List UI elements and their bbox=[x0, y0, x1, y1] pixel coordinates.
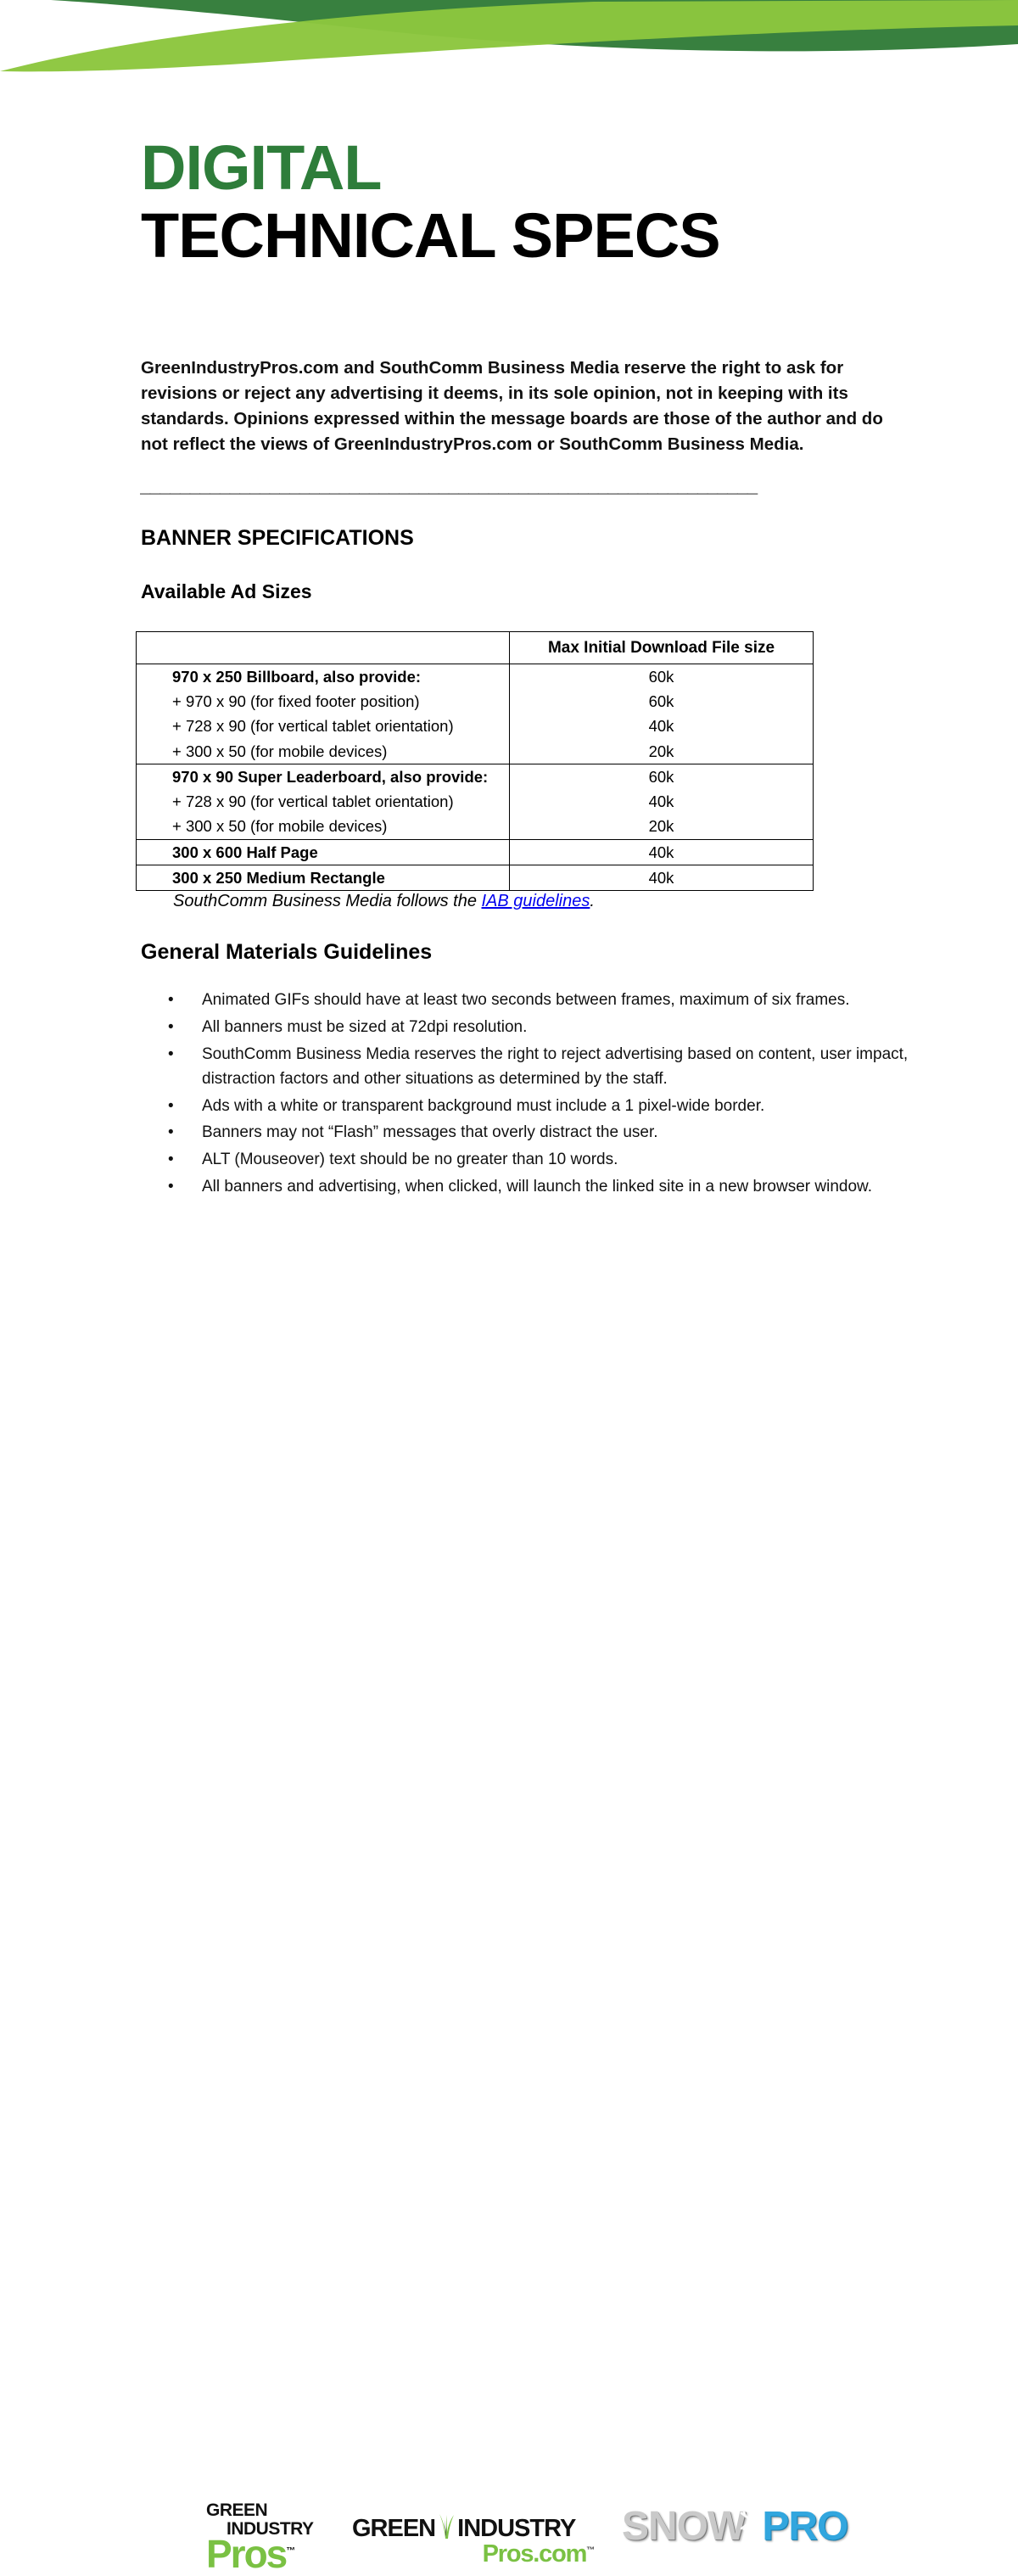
heading-available-ad-sizes: Available Ad Sizes bbox=[141, 580, 312, 602]
table-filesize: 20k bbox=[648, 742, 674, 760]
snowflake-icon bbox=[738, 2504, 767, 2545]
list-item bbox=[165, 1016, 911, 1040]
caption-suffix: . bbox=[590, 892, 595, 910]
table-line: 300 x 600 Half Page bbox=[172, 843, 318, 861]
table-line: + 300 x 50 (for mobile devices) bbox=[172, 742, 388, 760]
table-header-filesize: Max Initial Download File size bbox=[510, 632, 814, 664]
table-cell-sizes-group-0 bbox=[137, 664, 510, 764]
table-cell-sizes-group-1 bbox=[137, 764, 510, 839]
page-title bbox=[141, 132, 921, 272]
gip-pros-word: Pros bbox=[206, 2532, 287, 2576]
header-swoosh-graphic bbox=[0, 0, 1018, 76]
bullet-icon: • bbox=[168, 991, 174, 1009]
trademark-icon: ™ bbox=[286, 2545, 294, 2556]
ad-sizes-table bbox=[136, 631, 814, 891]
bullet-icon: • bbox=[168, 1017, 174, 1036]
table-caption bbox=[173, 892, 595, 911]
snowpro-pro-word: PRO bbox=[762, 2504, 848, 2549]
title-line-digital: DIGITAL bbox=[141, 132, 382, 203]
list-item bbox=[165, 1121, 911, 1145]
green-industry-pros-com-logo bbox=[352, 2511, 594, 2568]
green-industry-pros-logo bbox=[206, 2500, 333, 2576]
intro-paragraph: GreenIndustryPros.com and SouthComm Business Media reserve the right to ask for revisions or reject any advertising it deems, in its sole opinion, not in keeping with its standards. Opinions expressed within the message boards are those of the author and do not reflect the views of GreenIndustryPros.com or SouthComm Business Media. bbox=[141, 357, 883, 455]
gip-logo-line-green: GREEN bbox=[206, 2500, 268, 2520]
list-item-text: Animated GIFs should have at least two seconds between frames, maximum of six frames. bbox=[202, 991, 850, 1009]
table-row bbox=[137, 764, 814, 839]
list-item bbox=[165, 1095, 911, 1119]
list-item-text: SouthComm Business Media reserves the right to reject advertising based on content, user impact, distraction factors and other situations as determined by the staff. bbox=[202, 1044, 909, 1088]
bullet-icon: • bbox=[168, 1178, 174, 1196]
table-row bbox=[137, 664, 814, 764]
table-header-blank bbox=[137, 632, 510, 664]
gip-logo-line-industry: INDUSTRY bbox=[227, 2519, 314, 2539]
bullet-icon: • bbox=[168, 1044, 174, 1063]
table-line: + 300 x 50 (for mobile devices) bbox=[172, 817, 388, 836]
snow-pro-logo bbox=[622, 2506, 859, 2555]
snowpro-snow-word: SNOW bbox=[622, 2504, 746, 2549]
gip-logo-line-pros bbox=[206, 2532, 333, 2576]
grass-tuft-icon bbox=[435, 2513, 457, 2544]
table-line: + 970 x 90 (for fixed footer position) bbox=[172, 692, 420, 711]
table-header-row bbox=[137, 632, 814, 664]
list-item-text: All banners and advertising, when clicked, will launch the linked site in a new browser window. bbox=[202, 1178, 872, 1196]
table-line: + 728 x 90 (for vertical tablet orientation) bbox=[172, 792, 454, 811]
table-row bbox=[137, 865, 814, 890]
iab-guidelines-link[interactable]: IAB guidelines bbox=[481, 892, 590, 910]
table-cell-filesize-group-3 bbox=[510, 865, 814, 890]
list-item-text: All banners must be sized at 72dpi resolution. bbox=[202, 1017, 528, 1036]
table-filesize: 20k bbox=[648, 817, 674, 836]
gipcom-green-word: GREEN bbox=[352, 2515, 436, 2542]
gipcom-proscom-word: Pros.com bbox=[482, 2540, 587, 2568]
heading-banner-specifications: BANNER SPECIFICATIONS bbox=[141, 526, 414, 550]
heading-general-materials-guidelines: General Materials Guidelines bbox=[141, 940, 433, 964]
list-item-text: ALT (Mouseover) text should be no greater than 10 words. bbox=[202, 1151, 618, 1169]
table-cell-sizes-group-3 bbox=[137, 865, 510, 890]
bullet-icon: • bbox=[168, 1123, 174, 1142]
snowpro-logo-text bbox=[622, 2506, 859, 2547]
footer-logo-bar bbox=[0, 1247, 1018, 2576]
table-line: 970 x 250 Billboard, also provide: bbox=[172, 668, 422, 686]
table-filesize: 40k bbox=[648, 717, 674, 736]
list-item bbox=[165, 1175, 911, 1200]
table-row bbox=[137, 839, 814, 865]
list-item bbox=[165, 1148, 911, 1173]
list-item-text: Banners may not “Flash” messages that overly distract the user. bbox=[202, 1123, 658, 1142]
section-divider: ______________________________________________________________ bbox=[140, 477, 758, 496]
table-cell-sizes-group-2 bbox=[137, 839, 510, 865]
list-item bbox=[165, 1043, 911, 1092]
table-cell-filesize-group-0 bbox=[510, 664, 814, 764]
trademark-icon: ™ bbox=[586, 2545, 594, 2556]
table-cell-filesize-group-2 bbox=[510, 839, 814, 865]
bullet-icon: • bbox=[168, 1096, 174, 1115]
gipcom-logo-row-top bbox=[352, 2511, 594, 2541]
table-filesize: 60k bbox=[648, 692, 674, 711]
table-line: 300 x 250 Medium Rectangle bbox=[172, 868, 385, 887]
table-filesize: 40k bbox=[648, 843, 674, 861]
guidelines-list bbox=[165, 988, 911, 1202]
table-cell-filesize-group-1 bbox=[510, 764, 814, 839]
title-line-technical-specs: TECHNICAL SPECS bbox=[141, 200, 720, 272]
gipcom-industry-word: INDUSTRY bbox=[457, 2515, 576, 2542]
table-filesize: 40k bbox=[648, 792, 674, 811]
bullet-icon: • bbox=[168, 1151, 174, 1169]
caption-prefix: SouthComm Business Media follows the bbox=[173, 892, 482, 910]
list-item-text: Ads with a white or transparent background must include a 1 pixel-wide border. bbox=[202, 1096, 765, 1115]
list-item bbox=[165, 988, 911, 1013]
table-filesize: 60k bbox=[648, 668, 674, 686]
gipcom-logo-row-bottom bbox=[352, 2542, 594, 2567]
table-line: 970 x 90 Super Leaderboard, also provide: bbox=[172, 767, 489, 786]
table-filesize: 40k bbox=[648, 868, 674, 887]
table-filesize: 60k bbox=[648, 767, 674, 786]
table-line: + 728 x 90 (for vertical tablet orientation) bbox=[172, 717, 454, 736]
